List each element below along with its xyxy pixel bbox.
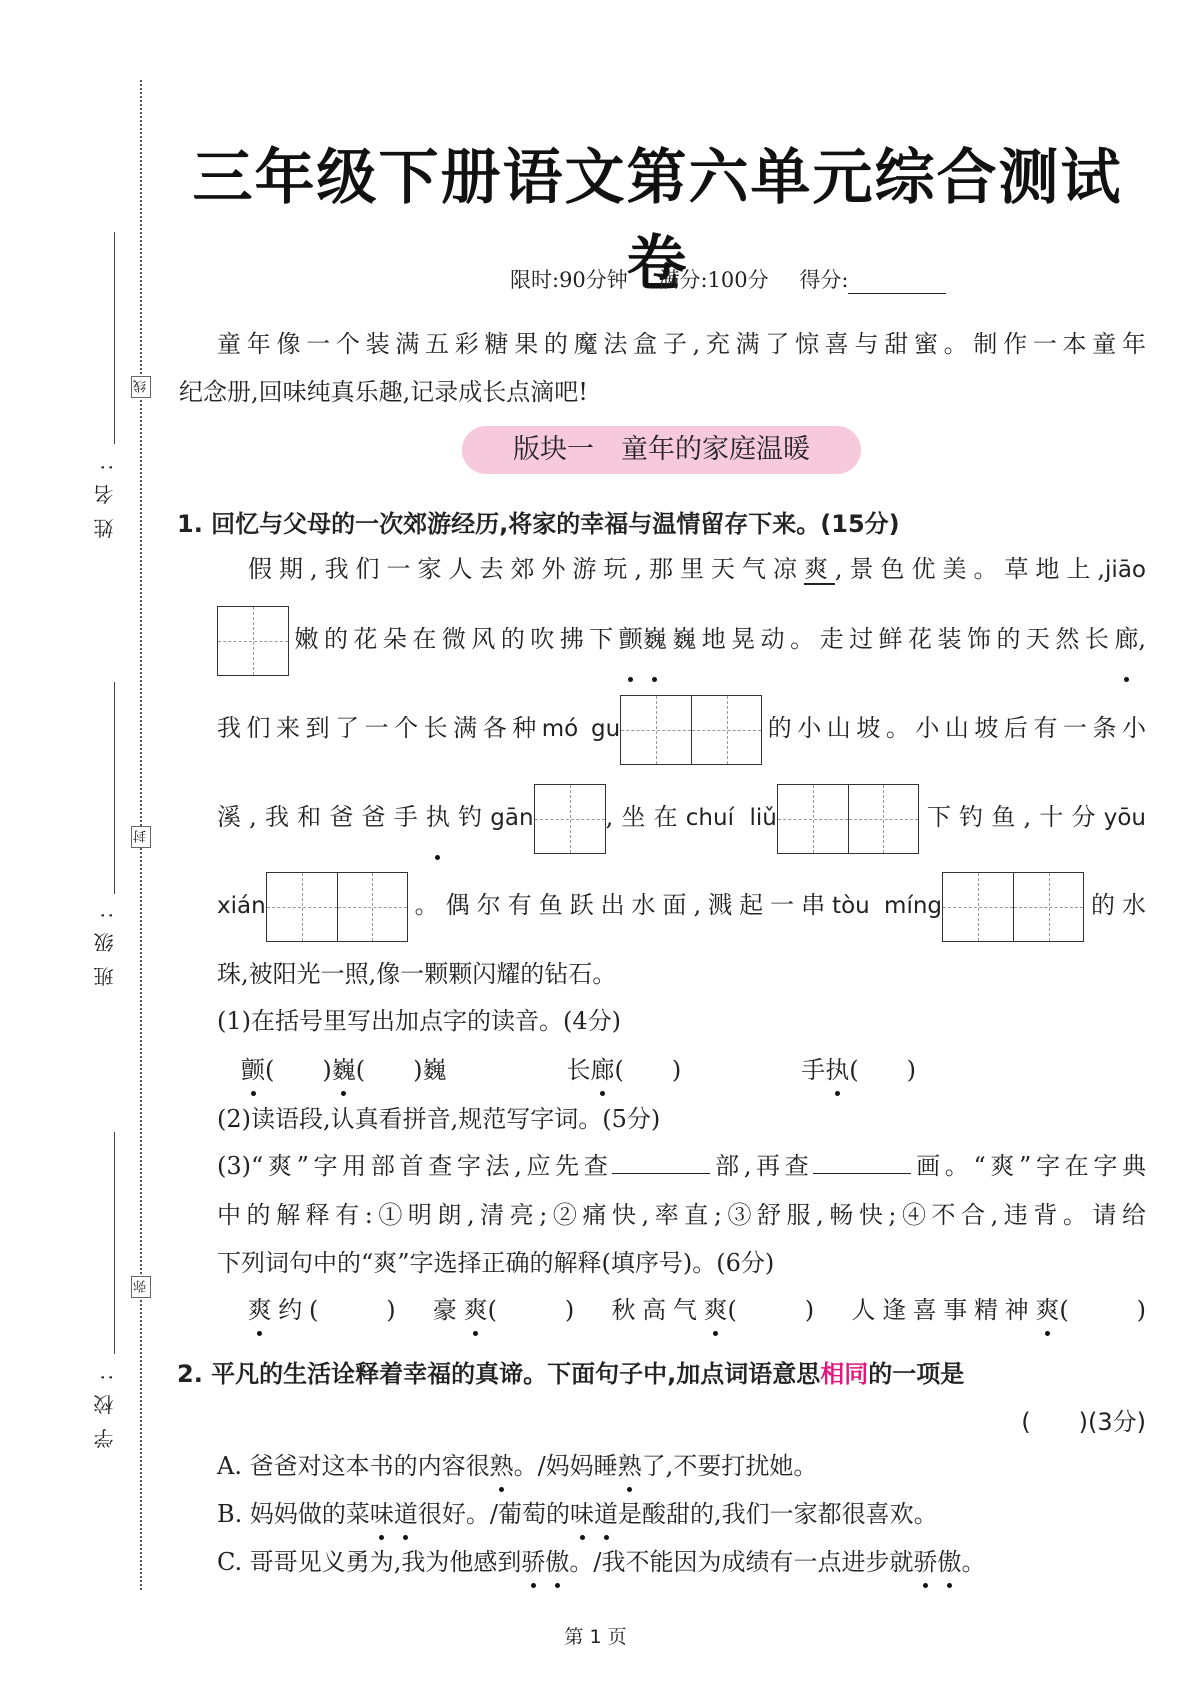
text: 。/妈妈睡 (513, 1452, 618, 1480)
pinyin: xián (217, 893, 266, 919)
q2-answer-bracket[interactable]: ( )(3分) (1021, 1408, 1146, 1436)
text: 。偶尔有鱼跃出水面,溅起一串 (407, 891, 833, 919)
score-blank[interactable] (848, 276, 946, 294)
grid-cell[interactable] (535, 785, 605, 853)
text: 很好。/葡萄的 (417, 1500, 570, 1528)
q2-text: 2. 平凡的生活诠释着幸福的真谛。下面句子中,加点词语意思 (177, 1360, 821, 1388)
option-c[interactable] (217, 1544, 1146, 1580)
question-2-title (177, 1354, 964, 1389)
grid-cell[interactable] (848, 785, 918, 853)
text: ( ) 人逢喜事精神 (727, 1296, 1036, 1324)
emphasis-char: 廊 (1114, 604, 1138, 674)
option-b[interactable] (217, 1496, 1146, 1532)
text (217, 1296, 248, 1324)
text: 我们来到了一个长满各种 (217, 714, 542, 742)
page-title: 三年级下册语文第六单元综合测试卷 (192, 143, 1123, 299)
option-a[interactable] (217, 1448, 1146, 1484)
class-field-line (114, 682, 115, 894)
writing-grid[interactable] (534, 784, 606, 854)
full-score: 满分:100分 (658, 268, 769, 292)
margin-tag-feng: 封 (131, 826, 151, 848)
question-1-title: 1. 回忆与父母的一次郊游经历,将家的幸福与温情留存下来。(15分) (177, 510, 900, 538)
writing-grid[interactable] (620, 695, 762, 765)
exam-info (510, 264, 970, 294)
margin-tag-xian: 线 (131, 376, 151, 398)
writing-grid[interactable] (777, 784, 919, 854)
text: 。/我不能因为成绩有一点进步就 (569, 1548, 914, 1576)
pinyin: mó gu (541, 716, 621, 742)
text: 部,再查 (710, 1152, 814, 1180)
emphasis-char: 爽 (1035, 1292, 1059, 1328)
grid-cell[interactable] (621, 696, 691, 764)
emphasis-char: 巍 (332, 1052, 356, 1088)
text: 约( ) 豪 (271, 1296, 464, 1324)
pinyin: tòu míng (832, 893, 943, 919)
emphasis-char: 爽 (703, 1292, 727, 1328)
sub-question-3-line (217, 1245, 1146, 1281)
class-label: 班级: (93, 898, 117, 987)
passage-line (217, 604, 1146, 676)
section-banner: 版块一 童年的家庭温暖 (462, 426, 861, 474)
emphasis-char: 傲 (938, 1544, 962, 1580)
score-label: 得分: (799, 268, 849, 292)
grid-cell[interactable] (691, 696, 761, 764)
emphasis-char: 熟 (618, 1448, 642, 1484)
grid-cell[interactable] (1013, 873, 1083, 941)
margin-tag-mi: 弥 (131, 1276, 151, 1298)
text: A. 爸爸对这本书的内容很 (217, 1452, 490, 1480)
grid-cell[interactable] (218, 607, 288, 675)
emphasis-char: 傲 (545, 1544, 569, 1580)
answer-blank[interactable] (612, 1152, 710, 1174)
text: ( ) 秋高气 (487, 1296, 704, 1324)
sub-question-2 (217, 1101, 1146, 1137)
name-label: 姓名: (93, 450, 117, 539)
emphasis-char: 道 (594, 1496, 618, 1532)
emphasis-char: 颤 (619, 604, 643, 674)
pinyin: yōu (1103, 805, 1146, 831)
time-limit: 限时:90分钟 (510, 268, 628, 292)
text: 假期,我们一家人去郊外游玩,那里天气凉 (217, 555, 804, 583)
pinyin: jiāo (1105, 557, 1146, 583)
emphasis-char: 巍 (643, 604, 667, 674)
text: 钓 (449, 803, 491, 831)
sub-question-1-items (217, 1052, 1146, 1088)
emphasis-char: 廊 (590, 1052, 614, 1088)
emphasis-char: 爽 (248, 1292, 272, 1328)
text: (1)在括号里写出加点字的读音。(4分) (217, 1007, 621, 1035)
text: 下钓鱼,十分 (918, 803, 1104, 831)
school-field-line (114, 1132, 115, 1354)
text: 中的解释有:①明朗,清亮;②痛快,率直;③舒服,畅快;④不合,违背。请给 (217, 1201, 1146, 1229)
text: 的小山坡。小山坡后有一条小 (762, 714, 1147, 742)
text: 画。“爽”字在字典 (911, 1152, 1146, 1180)
emphasis-char: 执 (426, 782, 450, 852)
intro-text: 纪念册,回味纯真乐趣,记录成长点滴吧! (179, 378, 588, 406)
text: 了,不要打扰她。 (641, 1452, 818, 1480)
emphasis-char: 骄 (521, 1544, 545, 1580)
text: 是酸甜的,我们一家都很喜欢。 (618, 1500, 938, 1528)
text: 珠,被阳光一照,像一颗颗闪耀的钻石。 (217, 960, 617, 988)
answer-blank[interactable] (813, 1152, 911, 1174)
text: (3)“爽”字用部首查字法,应先查 (217, 1152, 613, 1180)
text: (2)读语段,认真看拼音,规范写字词。(5分) (217, 1105, 661, 1133)
grid-cell[interactable] (337, 873, 407, 941)
text: ,坐在 (605, 803, 686, 831)
text: ( ) (265, 1056, 332, 1084)
sub-question-1 (217, 1003, 1146, 1039)
text: 。 (961, 1548, 986, 1576)
passage-line (217, 870, 1146, 942)
underlined-char: 爽 (803, 555, 835, 583)
emphasis-char: 熟 (490, 1448, 514, 1484)
intro-line-2 (179, 374, 1108, 410)
q2-highlight: 相同 (820, 1360, 869, 1388)
q2-text: 的一项是 (868, 1360, 965, 1388)
passage-line (217, 782, 1146, 854)
sub-question-3-line (217, 1197, 1146, 1233)
page-number: 第 1 页 (564, 1626, 627, 1648)
name-field-line (114, 232, 115, 444)
text: ( )巍 长 (355, 1056, 591, 1084)
text: ( ) (1059, 1296, 1146, 1324)
text: B. 妈妈做的菜 (217, 1500, 370, 1528)
emphasis-char: 味 (370, 1496, 394, 1532)
emphasis-char: 颤 (241, 1052, 265, 1088)
passage-line (217, 693, 1146, 765)
text: C. 哥哥见义勇为,我为他感到 (217, 1548, 522, 1576)
emphasis-char: 味 (570, 1496, 594, 1532)
text: 下列词句中的“爽”字选择正确的解释(填序号)。(6分) (217, 1249, 775, 1277)
writing-grid[interactable] (266, 872, 408, 942)
school-label: 学校: (93, 1360, 117, 1449)
grid-cell[interactable] (943, 873, 1013, 941)
passage-line (217, 551, 1146, 588)
sub-question-3-items (217, 1292, 1146, 1328)
emphasis-char: 道 (394, 1496, 418, 1532)
emphasis-char: 执 (825, 1052, 849, 1088)
intro-text: 童年像一个装满五彩糖果的魔法盒子,充满了惊喜与甜蜜。制作一本童年 (217, 330, 1146, 358)
sub-question-3 (217, 1148, 1146, 1184)
text: ,景色优美。草地上, (834, 555, 1106, 583)
text: , (1138, 625, 1147, 653)
emphasis-char: 骄 (914, 1544, 938, 1580)
writing-grid[interactable] (217, 606, 289, 676)
emphasis-char: 爽 (464, 1292, 488, 1328)
text: ( ) 手 (614, 1056, 826, 1084)
pinyin: chuí liǔ (685, 805, 777, 831)
pinyin: gān (490, 805, 534, 831)
text: 嫩的花朵在微风的吹拂下 (289, 625, 619, 653)
text (217, 1056, 241, 1084)
writing-grid[interactable] (942, 872, 1084, 942)
passage-line (217, 956, 1146, 992)
grid-cell[interactable] (778, 785, 848, 853)
text: 溪,我和爸爸手 (217, 803, 426, 831)
text: ( ) (849, 1056, 916, 1084)
text: 的水 (1084, 891, 1146, 919)
text: 巍地晃动。走过鲜花装饰的天然长 (666, 625, 1115, 653)
intro-line-1 (217, 326, 1146, 362)
grid-cell[interactable] (267, 873, 337, 941)
